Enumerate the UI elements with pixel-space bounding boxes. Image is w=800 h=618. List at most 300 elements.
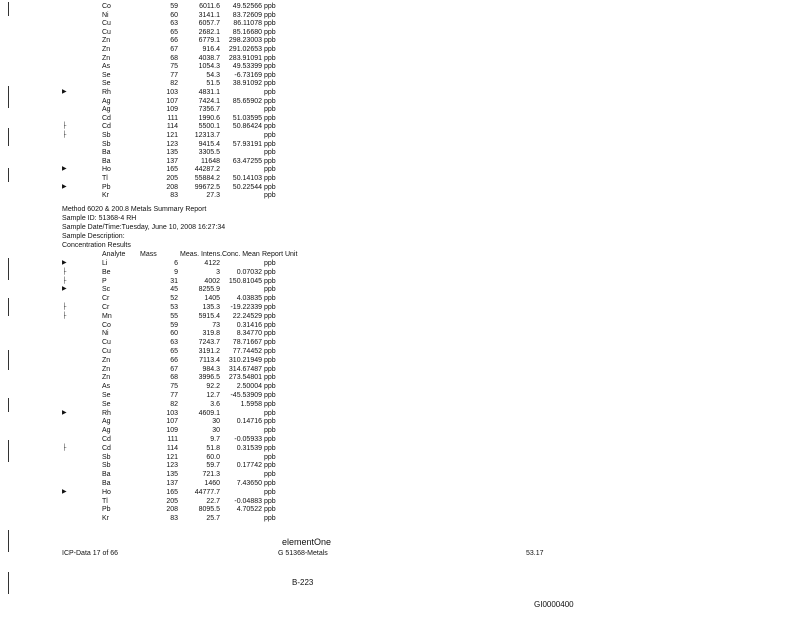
table-row [0, 312, 800, 321]
table-row [0, 277, 800, 286]
analyte-cell: Ho [102, 166, 111, 174]
unit-cell: ppb [264, 330, 276, 338]
conc-cell: 273.54801 [228, 374, 262, 382]
unit-cell: ppb [264, 356, 276, 364]
conc-cell: 0.14716 [236, 418, 262, 426]
unit-cell: ppb [264, 149, 276, 157]
analyte-cell: Cu [102, 339, 111, 347]
unit-cell: ppb [264, 488, 276, 496]
analyte-cell: Mn [102, 312, 112, 320]
unit-cell: ppb [264, 123, 276, 131]
table-row [0, 338, 800, 347]
analyte-cell: Pb [102, 183, 111, 191]
table-row [0, 391, 800, 400]
analyte-cell: Cu [102, 28, 111, 36]
intensity-cell: 11648 [201, 157, 220, 165]
conc-cell: 4.70522 [236, 506, 262, 514]
intensity-cell: 5500.1 [198, 123, 220, 131]
analyte-cell: Sb [102, 132, 111, 139]
margin-bracket [8, 530, 9, 552]
analyte-cell: P [102, 277, 107, 285]
table-row [0, 285, 800, 294]
document-id: GI0000400 [534, 600, 574, 609]
conc-cell: 50.14103 [232, 175, 262, 182]
analyte-cell: Pb [102, 506, 111, 514]
intensity-cell: 984.3 [202, 365, 220, 373]
sample-id: Sample ID: 51368-4 RH [62, 215, 137, 222]
unit-cell: ppb [264, 71, 276, 79]
conc-cell: 85.65902 [232, 97, 262, 105]
intensity-cell: 7356.7 [198, 106, 220, 114]
mass-cell: 111 [167, 436, 178, 443]
row-marker: ▶ [62, 89, 67, 95]
unit-cell: ppb [264, 132, 276, 139]
intensity-cell: 25.7 [206, 515, 220, 523]
analyte-cell: Co [102, 3, 111, 10]
analyte-cell: Zn [102, 374, 111, 382]
unit-cell: ppb [264, 80, 276, 88]
unit-cell: ppb [264, 444, 276, 452]
table-row [0, 409, 800, 418]
mass-cell: 165 [166, 166, 178, 174]
concentration-results-title: Concentration Results [62, 242, 131, 249]
analyte-cell: Se [102, 392, 111, 399]
unit-cell: ppb [264, 106, 276, 114]
conc-cell: -0.04883 [234, 497, 262, 505]
analyte-cell: Cu [102, 20, 111, 28]
analyte-cell: Se [102, 71, 111, 79]
analyte-cell: Sb [102, 453, 111, 461]
mass-cell: 75 [170, 383, 178, 391]
row-marker: ▶ [62, 166, 67, 173]
mass-cell: 63 [170, 339, 178, 347]
analyte-cell: As [102, 383, 111, 391]
conc-cell: 310.21949 [228, 356, 262, 364]
analyte-cell: Tl [102, 175, 108, 182]
conc-cell: 1.5958 [240, 400, 262, 408]
column-conc: Conc. Mean [222, 251, 260, 258]
conc-cell: 63.47255 [232, 157, 262, 165]
mass-cell: 9 [174, 268, 178, 276]
analyte-cell: Se [102, 80, 111, 88]
intensity-cell: 4609.1 [198, 409, 220, 417]
mass-cell: 53 [170, 304, 178, 311]
row-marker: ▶ [62, 183, 67, 190]
analyte-cell: Zn [102, 365, 111, 373]
table-row [0, 303, 800, 312]
unit-cell: ppb [264, 480, 276, 487]
intensity-cell: 44287.2 [194, 166, 220, 174]
unit-cell: ppb [264, 183, 276, 191]
unit-cell: ppb [264, 339, 276, 347]
intensity-cell: 6011.6 [199, 3, 220, 10]
mass-cell: 121 [166, 132, 178, 139]
mass-cell: 59 [170, 3, 178, 10]
unit-cell: ppb [264, 63, 276, 71]
mass-cell: 208 [166, 183, 178, 191]
row-marker: ▶ [62, 286, 67, 293]
column-analyte: Analyte [102, 251, 126, 258]
analyte-cell: Zn [102, 54, 111, 62]
row-marker: ▶ [62, 260, 67, 266]
table-row [0, 514, 800, 523]
unit-cell: ppb [264, 37, 276, 45]
unit-cell: ppb [264, 166, 276, 174]
row-marker: ├ [62, 123, 67, 130]
mass-cell: 55 [170, 312, 178, 320]
unit-cell: ppb [264, 260, 276, 267]
unit-cell: ppb [264, 277, 276, 285]
table-row [0, 347, 800, 356]
intensity-cell: 7113.4 [199, 356, 220, 364]
conc-cell: -45.53909 [230, 392, 262, 399]
unit-cell: ppb [264, 392, 276, 399]
table-row [0, 356, 800, 365]
conc-cell: 8.34770 [236, 330, 262, 338]
conc-cell: 2.50004 [236, 383, 262, 391]
table-row [0, 461, 800, 470]
intensity-cell: 27.3 [206, 192, 220, 200]
unit-cell: ppb [264, 46, 276, 53]
intensity-cell: 3.6 [210, 400, 220, 408]
mass-cell: 111 [167, 114, 178, 122]
unit-cell: ppb [264, 312, 276, 320]
intensity-cell: 59.7 [206, 462, 220, 470]
intensity-cell: 4002 [204, 277, 220, 285]
intensity-cell: 92.2 [206, 383, 220, 391]
intensity-cell: 1405 [204, 295, 220, 303]
mass-cell: 165 [166, 488, 178, 496]
analyte-cell: Ba [102, 471, 111, 479]
table-row [0, 329, 800, 338]
intensity-cell: 319.8 [202, 330, 220, 338]
intensity-cell: 12313.7 [194, 132, 220, 139]
table-row [0, 191, 800, 200]
conc-cell: 51.03595 [232, 114, 262, 122]
table-row [0, 373, 800, 382]
table-row [0, 426, 800, 435]
intensity-cell: 3 [216, 268, 220, 276]
conc-cell: 57.93191 [232, 140, 262, 148]
conc-cell: 283.91091 [228, 54, 262, 62]
unit-cell: ppb [264, 175, 276, 182]
row-marker: ├ [62, 277, 67, 284]
analyte-cell: Cr [102, 295, 110, 303]
report-id: G 51368-Metals [278, 550, 328, 557]
mass-cell: 68 [170, 374, 178, 382]
mass-cell: 135 [166, 149, 178, 157]
conc-cell: 78.71667 [232, 339, 262, 347]
mass-cell: 67 [170, 365, 178, 373]
intensity-cell: 4122 [204, 260, 220, 267]
method-title: Method 6020 & 200.8 Metals Summary Report [62, 206, 207, 213]
unit-cell: ppb [264, 3, 276, 10]
conc-cell: 0.17742 [236, 462, 262, 470]
column-header-row [0, 250, 800, 259]
conc-cell: 150.81045 [228, 277, 262, 285]
analyte-cell: Ag [102, 427, 111, 435]
intensity-cell: 3305.5 [198, 149, 220, 157]
analyte-cell: Sb [102, 462, 111, 470]
conc-cell: 22.24529 [232, 312, 262, 320]
intensity-cell: 54.3 [206, 71, 220, 79]
unit-cell: ppb [264, 497, 276, 505]
intensity-cell: 9.7 [210, 436, 220, 443]
intensity-cell: 55884.2 [194, 175, 220, 182]
analyte-cell: Kr [102, 515, 109, 523]
margin-bracket [8, 572, 9, 594]
conc-cell: 4.03835 [236, 295, 262, 303]
intensity-cell: 30 [212, 418, 220, 426]
analyte-cell: Tl [102, 497, 108, 505]
analyte-cell: Li [102, 260, 108, 267]
sample-description: Sample Description: [62, 233, 125, 240]
mass-cell: 135 [166, 471, 178, 479]
unit-cell: ppb [264, 365, 276, 373]
conc-cell: 298.23003 [228, 37, 262, 45]
intensity-cell: 2682.1 [198, 28, 220, 36]
table-row [0, 505, 800, 514]
unit-cell: ppb [264, 506, 276, 514]
intensity-cell: 22.7 [206, 497, 220, 505]
intensity-cell: 51.5 [206, 80, 220, 88]
analyte-cell: Sb [102, 140, 111, 148]
mass-cell: 114 [166, 444, 178, 452]
mass-cell: 109 [166, 106, 178, 114]
analyte-cell: Zn [102, 46, 111, 53]
conc-cell: -6.73169 [234, 71, 262, 79]
mass-cell: 77 [170, 392, 178, 399]
unit-cell: ppb [264, 286, 276, 294]
unit-cell: ppb [264, 295, 276, 303]
intensity-cell: 99672.5 [194, 183, 220, 191]
mass-cell: 77 [170, 71, 178, 79]
table-row [0, 488, 800, 497]
analyte-cell: Ba [102, 149, 111, 157]
conc-cell: 7.43650 [236, 480, 262, 487]
bates-number: B-223 [292, 578, 314, 587]
page-number: 53.17 [526, 550, 544, 557]
intensity-cell: 44777.7 [194, 488, 220, 496]
analyte-cell: Cr [102, 304, 110, 311]
analyte-cell: Rh [102, 89, 111, 96]
mass-cell: 63 [170, 20, 178, 28]
analyte-cell: Ag [102, 418, 111, 426]
mass-cell: 45 [170, 286, 178, 294]
table-row [0, 470, 800, 479]
intensity-cell: 51.8 [206, 444, 220, 452]
unit-cell: ppb [264, 11, 276, 19]
intensity-cell: 6057.7 [198, 20, 220, 28]
mass-cell: 114 [166, 123, 178, 131]
unit-cell: ppb [264, 400, 276, 408]
analyte-cell: Be [102, 268, 111, 276]
analyte-cell: As [102, 63, 111, 71]
mass-cell: 82 [170, 400, 178, 408]
unit-cell: ppb [264, 28, 276, 36]
mass-cell: 82 [170, 80, 178, 88]
intensity-cell: 5915.4 [198, 312, 220, 320]
table-row [0, 259, 800, 268]
unit-cell: ppb [264, 192, 276, 200]
mass-cell: 66 [170, 37, 178, 45]
table-row [0, 417, 800, 426]
mass-cell: 65 [170, 348, 178, 355]
unit-cell: ppb [264, 321, 276, 329]
intensity-cell: 7243.7 [198, 339, 220, 347]
conc-cell: 0.31416 [236, 321, 262, 329]
intensity-cell: 9415.4 [198, 140, 220, 148]
intensity-cell: 3141.1 [198, 11, 220, 19]
unit-cell: ppb [264, 427, 276, 435]
mass-cell: 123 [166, 462, 178, 470]
conc-cell: 314.67487 [228, 365, 262, 373]
mass-cell: 67 [170, 46, 178, 53]
intensity-cell: 916.4 [202, 46, 220, 53]
unit-cell: ppb [264, 462, 276, 470]
unit-cell: ppb [264, 54, 276, 62]
mass-cell: 68 [170, 54, 178, 62]
intensity-cell: 3996.5 [198, 374, 220, 382]
analyte-cell: Cd [102, 114, 111, 122]
intensity-cell: 60.0 [206, 453, 220, 461]
analyte-cell: Ho [102, 488, 111, 496]
mass-cell: 103 [166, 89, 178, 96]
row-marker: ├ [62, 268, 67, 275]
mass-cell: 123 [166, 140, 178, 148]
mass-cell: 107 [166, 97, 178, 105]
mass-cell: 60 [170, 11, 178, 19]
conc-cell: -19.22339 [230, 304, 262, 311]
row-marker: ├ [62, 444, 67, 451]
analyte-cell: Se [102, 400, 111, 408]
conc-cell: 0.31539 [236, 444, 262, 452]
conc-cell: 38.91092 [232, 80, 262, 88]
row-marker: ├ [62, 132, 67, 138]
conc-cell: 83.72609 [232, 11, 262, 19]
intensity-cell: 4038.7 [198, 54, 220, 62]
mass-cell: 205 [166, 175, 178, 182]
table-row [0, 453, 800, 462]
intensity-cell: 8255.9 [198, 286, 220, 294]
analyte-cell: Zn [102, 37, 111, 45]
conc-cell: 85.16680 [232, 28, 262, 36]
unit-cell: ppb [264, 409, 276, 417]
mass-cell: 83 [170, 515, 178, 523]
mass-cell: 208 [166, 506, 178, 514]
mass-cell: 205 [166, 497, 178, 505]
row-marker: ▶ [62, 488, 67, 495]
table-row [0, 435, 800, 444]
intensity-cell: 4831.1 [198, 89, 220, 96]
mass-cell: 137 [166, 157, 178, 165]
intensity-cell: 3191.2 [198, 348, 220, 355]
mass-cell: 31 [170, 277, 178, 285]
mass-cell: 6 [174, 260, 178, 267]
table-row [0, 321, 800, 330]
unit-cell: ppb [264, 374, 276, 382]
mass-cell: 65 [170, 28, 178, 36]
unit-cell: ppb [264, 348, 276, 355]
column-intensity: Meas. Intens. [180, 251, 223, 258]
analyte-cell: Cd [102, 436, 111, 443]
table-row [0, 365, 800, 374]
unit-cell: ppb [264, 383, 276, 391]
column-mass: Mass [140, 251, 157, 258]
intensity-cell: 6779.1 [198, 37, 220, 45]
intensity-cell: 73 [212, 321, 220, 329]
mass-cell: 107 [166, 418, 178, 426]
mass-cell: 121 [166, 453, 178, 461]
conc-cell: 50.86424 [232, 123, 262, 131]
conc-cell: 0.07032 [236, 268, 262, 276]
mass-cell: 52 [170, 295, 178, 303]
analyte-cell: Ag [102, 97, 111, 105]
analyte-cell: Ni [102, 330, 109, 338]
unit-cell: ppb [264, 114, 276, 122]
table-row [0, 268, 800, 277]
conc-cell: 49.53399 [232, 63, 262, 71]
conc-cell: 291.02653 [228, 46, 262, 53]
intensity-cell: 135.3 [202, 304, 220, 311]
intensity-cell: 30 [212, 427, 220, 435]
sample-date: Sample Date/Time:Tuesday, June 10, 2008 16:27:34 [62, 224, 226, 231]
unit-cell: ppb [264, 453, 276, 461]
table-row [0, 400, 800, 409]
analyte-cell: Rh [102, 409, 111, 417]
analyte-cell: Ba [102, 480, 111, 487]
mass-cell: 103 [166, 409, 178, 417]
conc-cell: 49.52566 [232, 3, 262, 10]
unit-cell: ppb [264, 20, 276, 28]
mass-cell: 59 [170, 321, 178, 329]
unit-cell: ppb [264, 89, 276, 96]
unit-cell: ppb [264, 436, 276, 443]
analyte-cell: Ag [102, 106, 111, 114]
intensity-cell: 1990.6 [198, 114, 220, 122]
unit-cell: ppb [264, 97, 276, 105]
table-row [0, 497, 800, 506]
conc-cell: -0.05933 [234, 436, 262, 443]
table-row [0, 444, 800, 453]
intensity-cell: 1460 [204, 480, 220, 487]
conc-cell: 50.22544 [232, 183, 262, 191]
table-row [0, 294, 800, 303]
mass-cell: 75 [170, 63, 178, 71]
mass-cell: 83 [170, 192, 178, 200]
mass-cell: 60 [170, 330, 178, 338]
intensity-cell: 721.3 [202, 471, 220, 479]
intensity-cell: 7424.1 [198, 97, 220, 105]
intensity-cell: 12.7 [206, 392, 220, 399]
unit-cell: ppb [264, 157, 276, 165]
row-marker: ▶ [62, 409, 67, 416]
table-row [0, 479, 800, 488]
analyte-cell: Cu [102, 348, 111, 355]
analyte-cell: Ba [102, 157, 111, 165]
unit-cell: ppb [264, 515, 276, 523]
analyte-cell: Sc [102, 286, 111, 294]
analyte-cell: Ni [102, 11, 109, 19]
mass-cell: 109 [166, 427, 178, 435]
mass-cell: 66 [170, 356, 178, 364]
unit-cell: ppb [264, 304, 276, 311]
analyte-cell: Zn [102, 356, 111, 364]
mass-cell: 137 [166, 480, 178, 487]
analyte-cell: Cd [102, 123, 111, 131]
table-row [0, 382, 800, 391]
row-marker: ├ [62, 312, 67, 319]
